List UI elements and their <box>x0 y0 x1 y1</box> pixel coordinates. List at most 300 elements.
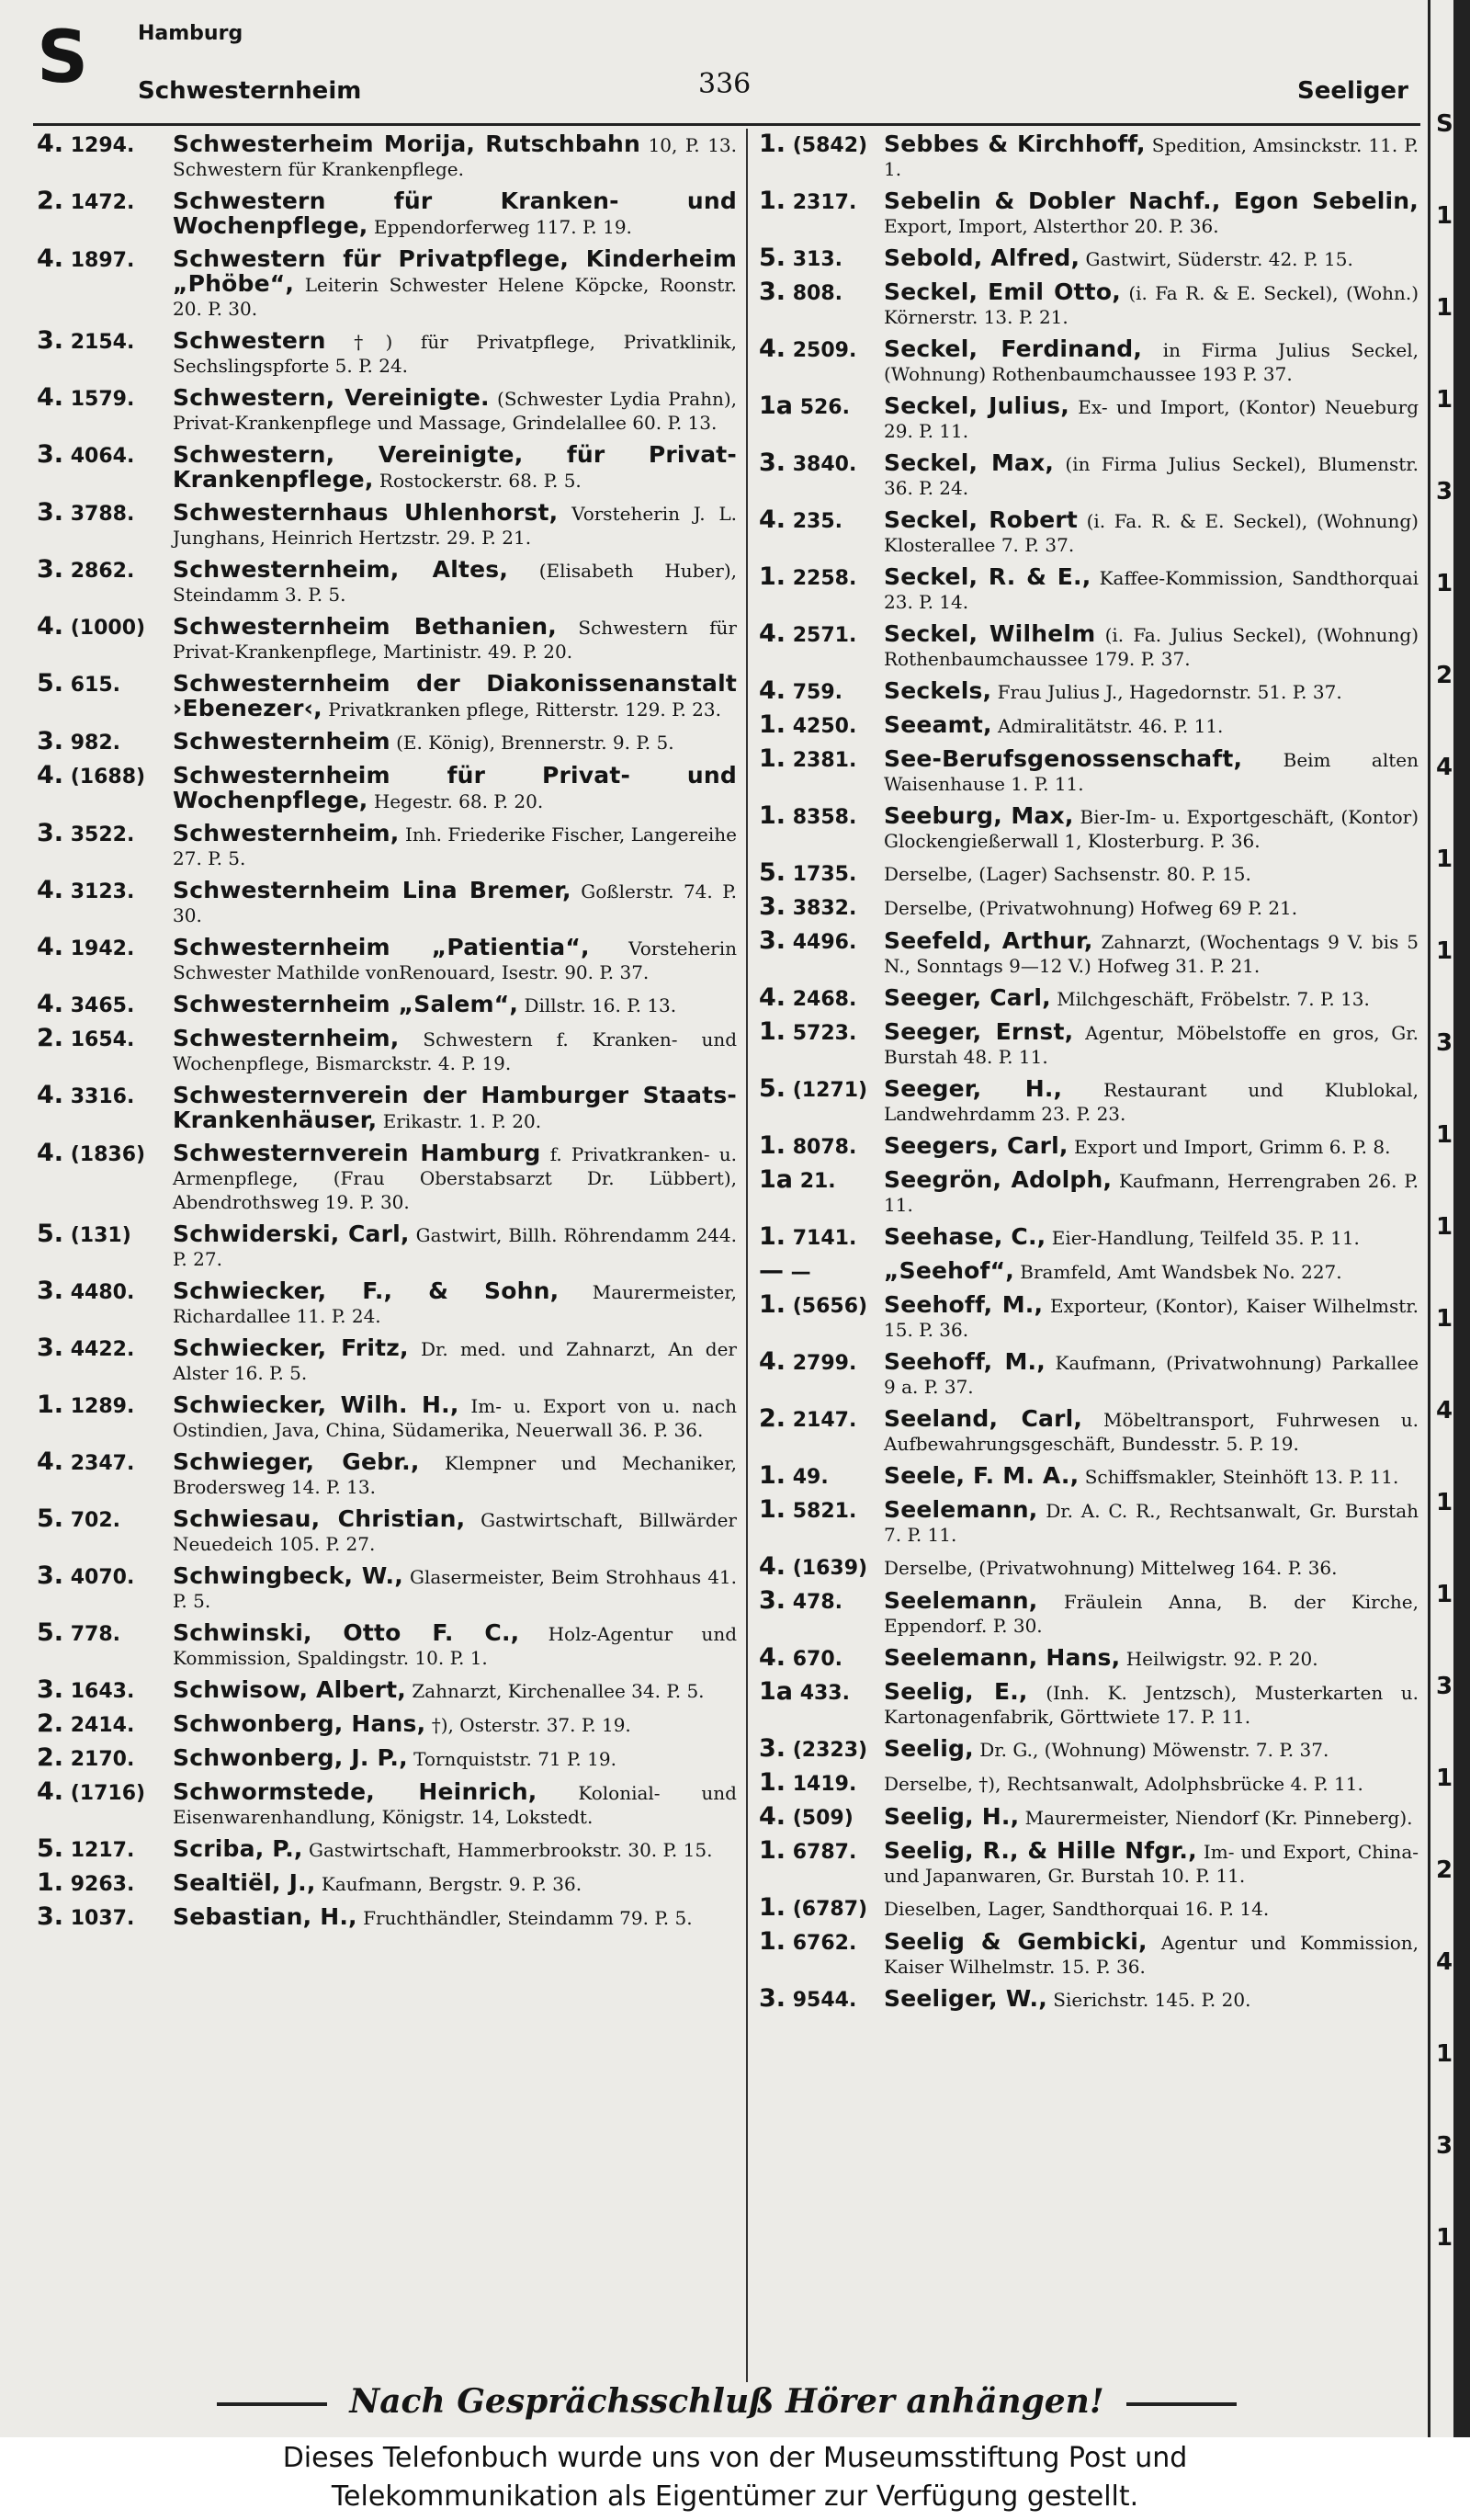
exchange-office: 1. <box>759 744 786 773</box>
subscriber-name: Seelemann, <box>884 1496 1038 1523</box>
subscriber-name: Schwesternheim für Privat- und Wochenpflege, <box>173 762 737 813</box>
directory-entry <box>759 1643 1419 1672</box>
exchange-office: 5. <box>759 244 786 272</box>
entry-body <box>173 1871 737 1896</box>
phone-number <box>759 1074 884 1103</box>
directory-entry <box>759 1347 1419 1399</box>
entry-details: Beim alten Waisenhause 1. P. 11. <box>884 749 1419 795</box>
entry-details: Agentur, Möbelstoffe en gros, Gr. Burstah 48. P. 11. <box>884 1022 1419 1068</box>
entry-details: (E. König), Brennerstr. 9. P. 5. <box>396 732 674 754</box>
subscriber-name: Seefeld, Arthur, <box>884 927 1093 954</box>
entry-details: Bier-Im- u. Exportgeschäft, (Kontor) Glockengießerwall 1, Klosterburg. P. 36. <box>884 806 1419 852</box>
line-number: (5842) <box>792 134 868 157</box>
entry-body <box>173 936 737 984</box>
entry-body <box>884 1498 1419 1547</box>
directory-entry <box>759 1734 1419 1763</box>
directory-entry <box>37 244 737 321</box>
phone-number <box>37 1618 173 1647</box>
entry-details: Derselbe, †), Rechtsanwalt, Adolphsbrücke 4. P. 11. <box>884 1773 1363 1795</box>
entry-details: Export, Import, Alsterthor 20. P. 36. <box>884 215 1219 237</box>
phone-number <box>37 669 173 698</box>
entry-details: Kolonial- und Eisenwarenhandlung, Königstr. 14, Lokstedt. <box>173 1782 737 1828</box>
entry-body <box>173 247 737 321</box>
entry-details: Glasermeister, Beim Strohhaus 41. P. 5. <box>173 1566 737 1612</box>
phone-number <box>37 1024 173 1052</box>
directory-entry <box>37 1279 737 1328</box>
directory-entry <box>37 1777 737 1829</box>
entry-body <box>884 747 1419 796</box>
line-number: 2414. <box>70 1714 135 1737</box>
directory-entry <box>759 1074 1419 1126</box>
entry-details: Derselbe, (Lager) Sachsenstr. 80. P. 15. <box>884 863 1251 885</box>
entry-body <box>884 1555 1419 1580</box>
margin-fragment: 3 <box>1436 2132 1453 2160</box>
entry-details: Dr. G., (Wohnung) Möwenstr. 7. P. 37. <box>979 1739 1329 1761</box>
subscriber-name: Schwonberg, Hans, <box>173 1710 426 1737</box>
phone-number <box>759 858 884 887</box>
entry-details: Agentur und Kommission, Kaiser Wilhelmstr. 15. P. 36. <box>884 1932 1419 1978</box>
exchange-office: 4. <box>37 244 64 273</box>
directory-entry <box>759 562 1419 614</box>
entry-body <box>884 679 1419 704</box>
directory-entry <box>37 1675 737 1704</box>
exchange-office: 1. <box>759 562 786 591</box>
entry-body <box>173 672 737 721</box>
page-number: 336 <box>698 68 752 100</box>
entry-details: Maurermeister, Niendorf (Kr. Pinneberg). <box>1024 1807 1413 1829</box>
directory-entry <box>759 1290 1419 1342</box>
page-shadow-edge <box>1453 0 1470 2437</box>
directory-entry <box>37 498 737 550</box>
margin-fragment: 4 <box>1436 1948 1453 1976</box>
phone-number <box>759 892 884 921</box>
line-number: 2509. <box>792 339 857 362</box>
entry-details: Erikastr. 1. P. 20. <box>382 1110 542 1132</box>
entry-details: Gastwirtschaft, Billwärder Neuedeich 105. P. 27. <box>173 1509 737 1555</box>
directory-entry <box>37 1336 737 1385</box>
margin-fragment: 1 <box>1436 202 1453 230</box>
subscriber-name: Schwesternheim, <box>173 1025 400 1051</box>
subscriber-name: Schwesternheim <box>173 728 390 755</box>
entry-body <box>884 189 1419 238</box>
exchange-office: 5. <box>759 858 786 887</box>
entry-details: Vorsteherin Schwester Mathilde vonRenouard, Isestr. 90. P. 37. <box>173 937 737 983</box>
exchange-office: 4. <box>37 1447 64 1476</box>
directory-entry <box>37 555 737 607</box>
phone-number <box>37 819 173 847</box>
exchange-office: 1a <box>759 1165 794 1194</box>
exchange-office: 5. <box>759 1074 786 1103</box>
phone-number <box>759 1222 884 1251</box>
subscriber-name: Seelig, R., & Hille Nfgr., <box>884 1837 1197 1864</box>
phone-number <box>759 1734 884 1763</box>
entry-body <box>884 1225 1419 1250</box>
entry-body <box>173 1279 737 1328</box>
entry-body <box>173 1141 737 1214</box>
line-number: (131) <box>70 1224 131 1247</box>
exchange-office: 4. <box>37 761 64 789</box>
entry-body <box>173 443 737 493</box>
phone-number <box>37 1868 173 1897</box>
section-letter: S <box>37 17 89 99</box>
directory-entry <box>759 1165 1419 1217</box>
subscriber-name: Seeland, Carl, <box>884 1405 1083 1432</box>
subscriber-name: Schwiderski, Carl, <box>173 1220 410 1247</box>
subscriber-name: Seelig & Gembicki, <box>884 1928 1148 1955</box>
subscriber-name: Seeamt, <box>884 711 992 738</box>
exchange-office: 3. <box>37 1902 64 1931</box>
phone-number <box>37 498 173 527</box>
phone-number <box>759 132 884 158</box>
exchange-office: 4. <box>37 933 64 961</box>
entry-body <box>884 1896 1419 1921</box>
entry-body <box>173 1450 737 1499</box>
exchange-office: 4. <box>37 1777 64 1806</box>
directory-entry <box>759 1552 1419 1581</box>
entry-details: Zahnarzt, Kirchenallee 34. P. 5. <box>412 1680 705 1702</box>
subscriber-name: Schwestern für Privatpflege, Kinderheim „Phöbe“, <box>173 245 737 297</box>
entry-details: Exporteur, (Kontor), Kaiser Wilhelmstr. 15. P. 36. <box>884 1295 1419 1341</box>
exchange-office: 4. <box>759 1552 786 1581</box>
entry-details: (Schwester Lydia Prahn), Privat-Krankenpflege und Massage, Grindelallee 60. P. 13. <box>173 388 737 434</box>
directory-entry <box>759 1017 1419 1069</box>
directory-entry <box>759 926 1419 978</box>
entry-body <box>884 929 1419 978</box>
exchange-office: 3. <box>37 498 64 527</box>
entry-body <box>884 861 1419 886</box>
entry-details: Schiffsmakler, Steinhöft 13. P. 11. <box>1084 1466 1399 1488</box>
subscriber-name: Schwieger, Gebr., <box>173 1448 420 1475</box>
subscriber-name: Schwiecker, Fritz, <box>173 1334 409 1361</box>
subscriber-name: Sebbes & Kirchhoff, <box>884 132 1146 157</box>
directory-entry <box>759 448 1419 500</box>
phone-number <box>37 244 173 273</box>
exchange-office: 2. <box>759 1404 786 1433</box>
entry-body <box>173 1564 737 1613</box>
entry-details: Gastwirt, Süderstr. 42. P. 15. <box>1085 248 1353 270</box>
exchange-office: 1. <box>37 1868 64 1897</box>
exchange-office: 1. <box>759 710 786 739</box>
margin-fragment: 1 <box>1436 570 1453 597</box>
margin-fragment: 3 <box>1436 1029 1453 1057</box>
phone-number <box>37 1393 173 1419</box>
line-number: (6787) <box>792 1898 868 1921</box>
entry-body <box>173 615 737 664</box>
directory-entry <box>37 326 737 378</box>
directory-entry <box>759 1893 1419 1922</box>
subscriber-name: Seeburg, Max, <box>884 802 1074 829</box>
subscriber-name: Schwesternheim, Altes, <box>173 556 509 583</box>
entry-body <box>173 501 737 550</box>
line-number: 2799. <box>792 1352 857 1375</box>
subscriber-name: Schwingbeck, W., <box>173 1562 403 1589</box>
margin-fragment: 1 <box>1436 1489 1453 1516</box>
directory-entry <box>37 1222 737 1271</box>
subscriber-name: Schwesternverein Hamburg <box>173 1140 541 1166</box>
footer-slogan: Nach Gesprächsschluß Hörer anhängen! <box>0 2382 1453 2421</box>
line-number: 478. <box>792 1591 842 1614</box>
phone-number <box>759 1131 884 1160</box>
subscriber-name: Sebold, Alfred, <box>884 244 1080 271</box>
entry-details: f. Privatkranken- u. Armenpflege, (Frau Oberstabsarzt Dr. Lübbert), Abendrothsweg 19. P. 30. <box>173 1143 737 1213</box>
exchange-office: 3. <box>37 1675 64 1704</box>
subscriber-name: Seele, F. M. A., <box>884 1462 1080 1489</box>
phone-number <box>759 1495 884 1524</box>
exchange-office: 4. <box>759 335 786 363</box>
entry-details: Heilwigstr. 92. P. 20. <box>1125 1648 1318 1670</box>
entry-details: Frau Julius J., Hagedornstr. 51. P. 37. <box>997 681 1342 703</box>
line-number: 3522. <box>70 823 135 846</box>
subscriber-name: Sebastian, H., <box>173 1903 357 1930</box>
phone-number <box>759 189 884 215</box>
subscriber-name: Schwestern, Vereinigte, für Privat-Krankenpflege, <box>173 441 737 493</box>
line-number: 982. <box>70 732 120 755</box>
line-number: 3832. <box>792 897 857 920</box>
line-number: 1654. <box>70 1028 135 1051</box>
line-number: 2571. <box>792 624 857 647</box>
entry-details: †) für Privatpflege, Privatklinik, Sechslingspforte 5. P. 24. <box>173 331 737 377</box>
entry-details: Restaurant und Klublokal, Landwehrdamm 23. P. 23. <box>884 1079 1419 1125</box>
directory-entry <box>759 337 1419 386</box>
exchange-office: 3. <box>37 326 64 355</box>
directory-entry <box>37 990 737 1018</box>
entry-body <box>884 1589 1419 1638</box>
entry-details: Export und Import, Grimm 6. P. 8. <box>1073 1136 1391 1158</box>
directory-entry <box>37 189 737 239</box>
directory-entry <box>759 1495 1419 1547</box>
subscriber-name: Seeliger, W., <box>884 1985 1047 2012</box>
entry-details: Dr. med. und Zahnarzt, An der Alster 16. P. 5. <box>173 1338 737 1384</box>
phone-number <box>37 1141 173 1167</box>
entry-details: (i. Fa. Julius Seckel), (Wohnung) Rothenbaumchaussee 179. P. 37. <box>884 624 1419 670</box>
directory-entry <box>37 383 737 435</box>
subscriber-name: Seckel, Julius, <box>884 392 1069 419</box>
entry-details: (Inh. K. Jentzsch), Musterkarten u. Kartonagenfabrik, Görttwiete 17. P. 11. <box>884 1682 1419 1728</box>
entry-details: Eier-Handlung, Teilfeld 35. P. 11. <box>1051 1227 1360 1249</box>
phone-number <box>37 727 173 755</box>
line-number: (1271) <box>792 1079 868 1102</box>
entry-details: (in Firma Julius Seckel), Blumenstr. 36. P. 24. <box>884 453 1419 499</box>
exchange-office: 4. <box>759 676 786 705</box>
subscriber-name: Seckel, Wilhelm <box>884 620 1096 647</box>
exchange-office: 1. <box>759 1495 786 1524</box>
directory-entry <box>759 505 1419 557</box>
line-number: 2147. <box>792 1409 857 1432</box>
entry-body <box>884 1680 1419 1729</box>
subscriber-name: Schwestern <box>173 327 326 354</box>
subscriber-name: Seelig, <box>884 1735 974 1762</box>
margin-fragment: S <box>1436 110 1453 138</box>
phone-number <box>37 876 173 904</box>
phone-number <box>37 1336 173 1362</box>
phone-number <box>759 710 884 739</box>
subscriber-name: Sealtiël, J., <box>173 1869 316 1896</box>
margin-fragment: 1 <box>1436 386 1453 414</box>
entry-body <box>884 1168 1419 1217</box>
entry-body <box>173 993 737 1017</box>
subscriber-name: Schwonberg, J. P., <box>173 1744 408 1771</box>
directory-entry <box>37 1868 737 1897</box>
exchange-office: 1. <box>759 132 786 158</box>
exchange-office: 1. <box>759 1017 786 1046</box>
right-column <box>759 132 1419 2384</box>
directory-entry <box>759 1802 1419 1831</box>
entry-body <box>884 1805 1419 1830</box>
line-number: 3465. <box>70 994 135 1017</box>
subscriber-name: Seckel, Max, <box>884 449 1055 476</box>
margin-fragment: 3 <box>1436 1673 1453 1700</box>
entry-details: Möbeltransport, Fuhrwesen u. Aufbewahrungsgeschäft, Bundesstr. 5. P. 19. <box>884 1409 1419 1455</box>
entry-body <box>173 1837 737 1862</box>
subscriber-name: Seegrön, Adolph, <box>884 1166 1113 1193</box>
exchange-office: 4. <box>759 505 786 534</box>
entry-details: Inh. Friederike Fischer, Langereihe 27. P. 5. <box>173 823 737 869</box>
directory-entry <box>37 1024 737 1075</box>
directory-entry <box>759 246 1419 272</box>
line-number: 1735. <box>792 863 857 886</box>
entry-body <box>173 730 737 755</box>
entry-details: Sierichstr. 145. P. 20. <box>1053 1989 1251 2011</box>
entry-body <box>173 1027 737 1075</box>
exchange-office: 4. <box>37 132 64 158</box>
entry-body <box>884 132 1419 181</box>
entry-details: Kaufmann, Herrengraben 26. P. 11. <box>884 1170 1419 1216</box>
phone-number <box>759 1256 884 1285</box>
line-number: 433. <box>799 1682 850 1705</box>
line-number: 3123. <box>70 880 135 903</box>
entry-details: Derselbe, (Privatwohnung) Mittelweg 164. P. 36. <box>884 1557 1338 1579</box>
subscriber-name: Schwinski, Otto F. C., <box>173 1619 520 1646</box>
exchange-office: 1. <box>759 801 786 830</box>
directory-entry <box>759 1586 1419 1638</box>
exchange-office: 3. <box>759 926 786 955</box>
exchange-office: 3. <box>37 1334 64 1362</box>
subscriber-name: Seehoff, M., <box>884 1348 1046 1375</box>
entry-body <box>173 1336 737 1385</box>
line-number: 1294. <box>70 134 135 157</box>
line-number: 808. <box>792 282 842 305</box>
line-number: 21. <box>799 1170 836 1193</box>
entry-body <box>884 1350 1419 1399</box>
phone-number <box>759 1768 884 1797</box>
line-number: 1643. <box>70 1680 135 1703</box>
entry-details: Dillstr. 16. P. 13. <box>524 994 677 1016</box>
subscriber-name: Seelemann, <box>884 1587 1038 1614</box>
exchange-office: 5. <box>37 1220 64 1248</box>
directory-entry <box>37 761 737 813</box>
exchange-office: 2. <box>37 1709 64 1738</box>
phone-number <box>37 1834 173 1863</box>
directory-entry <box>37 1618 737 1670</box>
line-number: 4480. <box>70 1281 135 1304</box>
line-number: (1836) <box>70 1143 146 1166</box>
subscriber-name: Schwesternheim Lina Bremer, <box>173 877 571 903</box>
exchange-office: 1. <box>759 1290 786 1319</box>
entry-body <box>884 1020 1419 1069</box>
directory-entry <box>759 1836 1419 1888</box>
phone-number <box>759 619 884 648</box>
phone-number <box>37 1447 173 1476</box>
directory-entry <box>37 1081 737 1133</box>
exchange-office: 3. <box>37 727 64 755</box>
exchange-office: 3. <box>759 1586 786 1615</box>
exchange-office: 1a <box>759 1677 794 1706</box>
subscriber-name: Schwisow, Albert, <box>173 1676 406 1703</box>
subscriber-name: Schwesternhaus Uhlenhorst, <box>173 499 559 526</box>
phone-number <box>759 1586 884 1615</box>
entry-body <box>173 1393 737 1442</box>
line-number: (1716) <box>70 1782 146 1805</box>
subscriber-name: Schwesternheim „Patientia“, <box>173 934 590 960</box>
line-number: 4250. <box>792 715 857 738</box>
phone-number <box>37 933 173 961</box>
line-number: 4064. <box>70 445 135 468</box>
line-number: 1289. <box>70 1395 135 1418</box>
margin-fragment: 1 <box>1436 1305 1453 1333</box>
left-column <box>37 132 737 2384</box>
subscriber-name: Schwestern, Vereinigte. <box>173 384 490 411</box>
entry-details: (i. Fa R. & E. Seckel), (Wohn.) Körnerstr. 13. P. 21. <box>884 282 1419 328</box>
line-number: 1579. <box>70 388 135 411</box>
line-number: 3316. <box>70 1085 135 1108</box>
directory-entry <box>759 1256 1419 1285</box>
line-number: (1000) <box>70 617 146 640</box>
phone-number <box>759 1347 884 1376</box>
entry-details: Vorsteherin J. L. Junghans, Heinrich Hertzstr. 29. P. 21. <box>173 503 737 549</box>
entry-details: Tornquiststr. 71 P. 19. <box>413 1748 616 1770</box>
entry-body <box>173 189 737 239</box>
subscriber-name: Schwesternheim Bethanien, <box>173 613 557 640</box>
exchange-office: 2. <box>37 1743 64 1772</box>
directory-entry <box>37 1834 737 1863</box>
exchange-office: 1. <box>759 1461 786 1490</box>
exchange-office: 5. <box>37 1834 64 1863</box>
subscriber-name: Seeger, Ernst, <box>884 1018 1074 1045</box>
entry-body <box>884 337 1419 386</box>
line-number: 9263. <box>70 1873 135 1896</box>
directory-entry <box>759 1984 1419 2013</box>
phone-number <box>759 1643 884 1672</box>
subscriber-name: Seehoff, M., <box>884 1291 1044 1318</box>
line-number: 1037. <box>70 1907 135 1930</box>
line-number: 2862. <box>70 560 135 583</box>
entry-body <box>884 713 1419 738</box>
exchange-office: 1. <box>759 1768 786 1797</box>
entry-body <box>884 1839 1419 1888</box>
phone-number <box>759 280 884 306</box>
caption-line-2: Telekommunikation als Eigentümer zur Verfügung gestellt. <box>331 2480 1139 2513</box>
exchange-office: 1. <box>759 187 786 215</box>
phone-number <box>37 1675 173 1704</box>
entry-body <box>173 132 737 181</box>
subscriber-name: Schwesternheim, <box>173 820 400 846</box>
phone-number <box>759 562 884 591</box>
entry-details: Schwestern f. Kranken- und Wochenpflege, Bismarckstr. 4. P. 19. <box>173 1028 737 1074</box>
entry-details: Zahnarzt, (Wochentags 9 V. bis 5 N., Sonntags 9—12 V.) Hofweg 31. P. 21. <box>884 931 1419 977</box>
exchange-office: 3. <box>37 1561 64 1590</box>
subscriber-name: Seckel, Emil Otto, <box>884 278 1121 305</box>
line-number: 3840. <box>792 453 857 476</box>
exchange-office: 3. <box>759 278 786 306</box>
exchange-office: 2. <box>37 187 64 215</box>
line-number: 313. <box>792 248 842 271</box>
entry-body <box>884 895 1419 920</box>
directory-entry <box>37 612 737 664</box>
directory-entry <box>37 876 737 927</box>
entry-body <box>884 1464 1419 1489</box>
line-number: 9544. <box>792 1989 857 2012</box>
phone-number <box>759 1404 884 1433</box>
